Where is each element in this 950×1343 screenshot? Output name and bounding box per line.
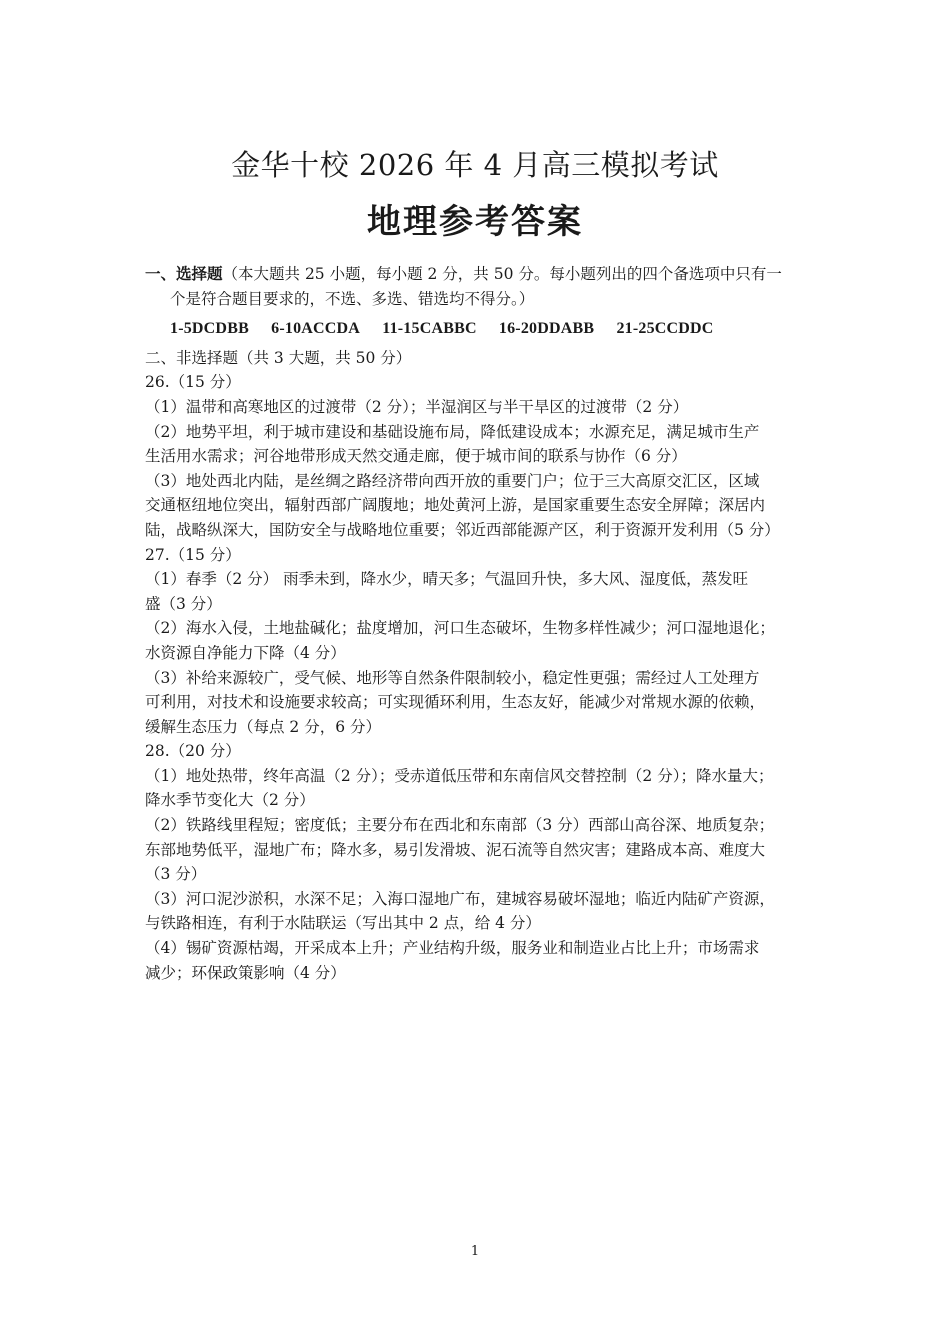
exam-title: 金华十校 2026 年 4 月高三模拟考试 [231, 148, 719, 182]
section1-description-part2: 个是符合题目要求的，不选、多选、错选均不得分。） [170, 289, 535, 308]
q28-line: （4）锡矿资源枯竭，开采成本上升；产业结构升级，服务业和制造业占比上升；市场需求 [145, 939, 760, 958]
page-number: 1 [470, 1244, 480, 1259]
section1-heading-line [145, 262, 815, 287]
q28-line: 与铁路相连，有利于水陆联运（写出其中 2 点，给 4 分） [145, 914, 541, 933]
q28-header: 28.（20 分） [145, 742, 241, 761]
answer-body [145, 262, 815, 985]
answer-group-11-15: 11-15CABBC [382, 320, 477, 338]
q28-line: 降水季节变化大（2 分） [145, 791, 315, 810]
answer-group-6-10: 6-10ACCDA [271, 320, 361, 338]
q27-line: 可利用，对技术和设施要求较高；可实现循环利用，生态友好，能减少对常规水源的依赖， [145, 693, 766, 712]
q28-line: （2）铁路线里程短；密度低；主要分布在西北和东南部（3 分）西部山高谷深、地质复杂； [145, 816, 775, 835]
q26-line: （2）地势平坦，利于城市建设和基础设施布局，降低建设成本；水源充足，满足城市生产 [145, 422, 760, 441]
q27-line: 盛（3 分） [145, 594, 222, 613]
document-subtitle: 地理参考答案 [367, 202, 583, 242]
answer-group-21-25: 21-25CCDDC [616, 320, 714, 338]
q28-line: （3 分） [145, 865, 207, 884]
q26-line: （3）地处西北内陆，是丝绸之路经济带向西开放的重要门户；位于三大高原交汇区，区域 [145, 471, 760, 490]
q26-line: （1）温带和高寒地区的过渡带（2 分）；半湿润区与半干旱区的过渡带（2 分） [145, 397, 689, 416]
q26-line: 交通枢纽地位突出，辐射西部广阔腹地；地处黄河上游，是国家重要生态安全屏障；深居内 [145, 496, 766, 515]
q28-line: 减少；环保政策影响（4 分） [145, 963, 346, 982]
section1-description-part1: （本大题共 25 小题，每小题 2 分，共 50 分。每小题列出的四个备选项中只有一 [222, 265, 782, 283]
q28-line: （1）地处热带，终年高温（2 分）；受赤道低压带和东南信风交替控制（2 分）；降水量大； [145, 766, 774, 785]
q27-line: （1）春季（2 分） 雨季未到，降水少，晴天多；气温回升快，多大风、湿度低，蒸发旺 [145, 570, 749, 589]
section2-heading: 二、非选择题（共 3 大题，共 50 分） [145, 348, 412, 367]
section1-heading: 一、选择题 [145, 264, 223, 283]
q28-line: （3）河口泥沙淤积，水深不足；入海口湿地广布，建城容易破坏湿地；临近内陆矿产资源， [145, 889, 775, 908]
multiple-choice-answers [145, 317, 815, 342]
q26-line: 生活用水需求；河谷地带形成天然交通走廊，便于城市间的联系与协作（6 分） [145, 447, 687, 466]
q27-line: （3）补给来源较广，受气候、地形等自然条件限制较小，稳定性更强；需经过人工处理方 [145, 668, 760, 687]
q26-header: 26.（15 分） [145, 373, 241, 392]
q28-line: 东部地势低平，湿地广布；降水多，易引发滑坡、泥石流等自然灾害；建路成本高、难度大 [145, 840, 766, 859]
q27-line: 缓解生态压力（每点 2 分，6 分） [145, 717, 382, 736]
answer-group-16-20: 16-20DDABB [498, 320, 595, 338]
q27-line: （2）海水入侵，土地盐碱化；盐度增加，河口生态破坏，生物多样性减少；河口湿地退化； [145, 619, 775, 638]
q27-header: 27.（15 分） [145, 545, 241, 564]
q26-line: 陆，战略纵深大，国防安全与战略地位重要；邻近西部能源产区，利于资源开发利用（5 分） [145, 520, 780, 539]
answer-group-1-5: 1-5DCDBB [170, 320, 249, 338]
q27-line: 水资源自净能力下降（4 分） [145, 643, 346, 662]
